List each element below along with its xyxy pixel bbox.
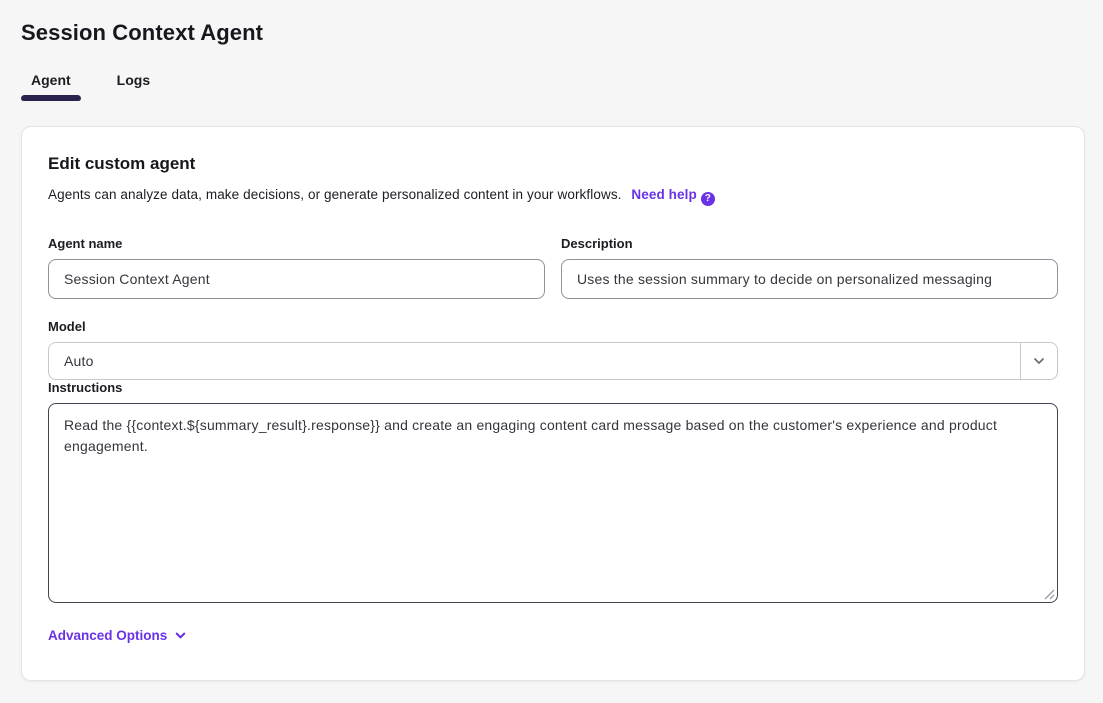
instructions-label: Instructions [48, 379, 123, 395]
edit-agent-card [21, 126, 1085, 681]
tab-agent-label: Agent [31, 72, 71, 88]
agent-name-field-group [48, 236, 545, 299]
description-field-group [561, 236, 1058, 299]
instructions-textarea-wrap [48, 403, 1058, 603]
chevron-down-icon [174, 629, 187, 642]
instructions-textarea[interactable] [48, 403, 1058, 603]
agent-name-label: Agent name [48, 235, 123, 251]
instructions-field-group [48, 380, 1058, 603]
chevron-down-icon [1032, 354, 1046, 368]
card-heading: Edit custom agent [48, 154, 196, 173]
description-input[interactable] [561, 259, 1058, 299]
model-label: Model [48, 318, 86, 334]
need-help-link[interactable]: Need help [631, 187, 697, 202]
tab-bar [21, 72, 1085, 101]
advanced-options-toggle[interactable] [48, 628, 187, 643]
tab-logs-label: Logs [116, 72, 151, 88]
agent-form [48, 236, 1058, 645]
agent-name-input[interactable] [48, 259, 545, 299]
active-tab-underline [21, 95, 81, 101]
card-subtext-text: Agents can analyze data, make decisions, or generate personalized content in your workflows. [48, 187, 622, 202]
help-question-icon[interactable]: ? [701, 192, 715, 206]
page-title: Session Context Agent [21, 20, 264, 45]
card-subtext [48, 187, 1058, 206]
model-select-value: Auto [64, 352, 94, 369]
model-field-group [48, 319, 1058, 380]
advanced-options-label: Advanced Options [48, 627, 168, 643]
model-select-arrow-area[interactable] [1020, 343, 1057, 379]
name-description-row [48, 236, 1058, 299]
model-select[interactable] [48, 342, 1058, 380]
tab-agent[interactable] [21, 72, 81, 101]
tab-logs[interactable] [107, 72, 160, 101]
description-label: Description [561, 235, 633, 251]
